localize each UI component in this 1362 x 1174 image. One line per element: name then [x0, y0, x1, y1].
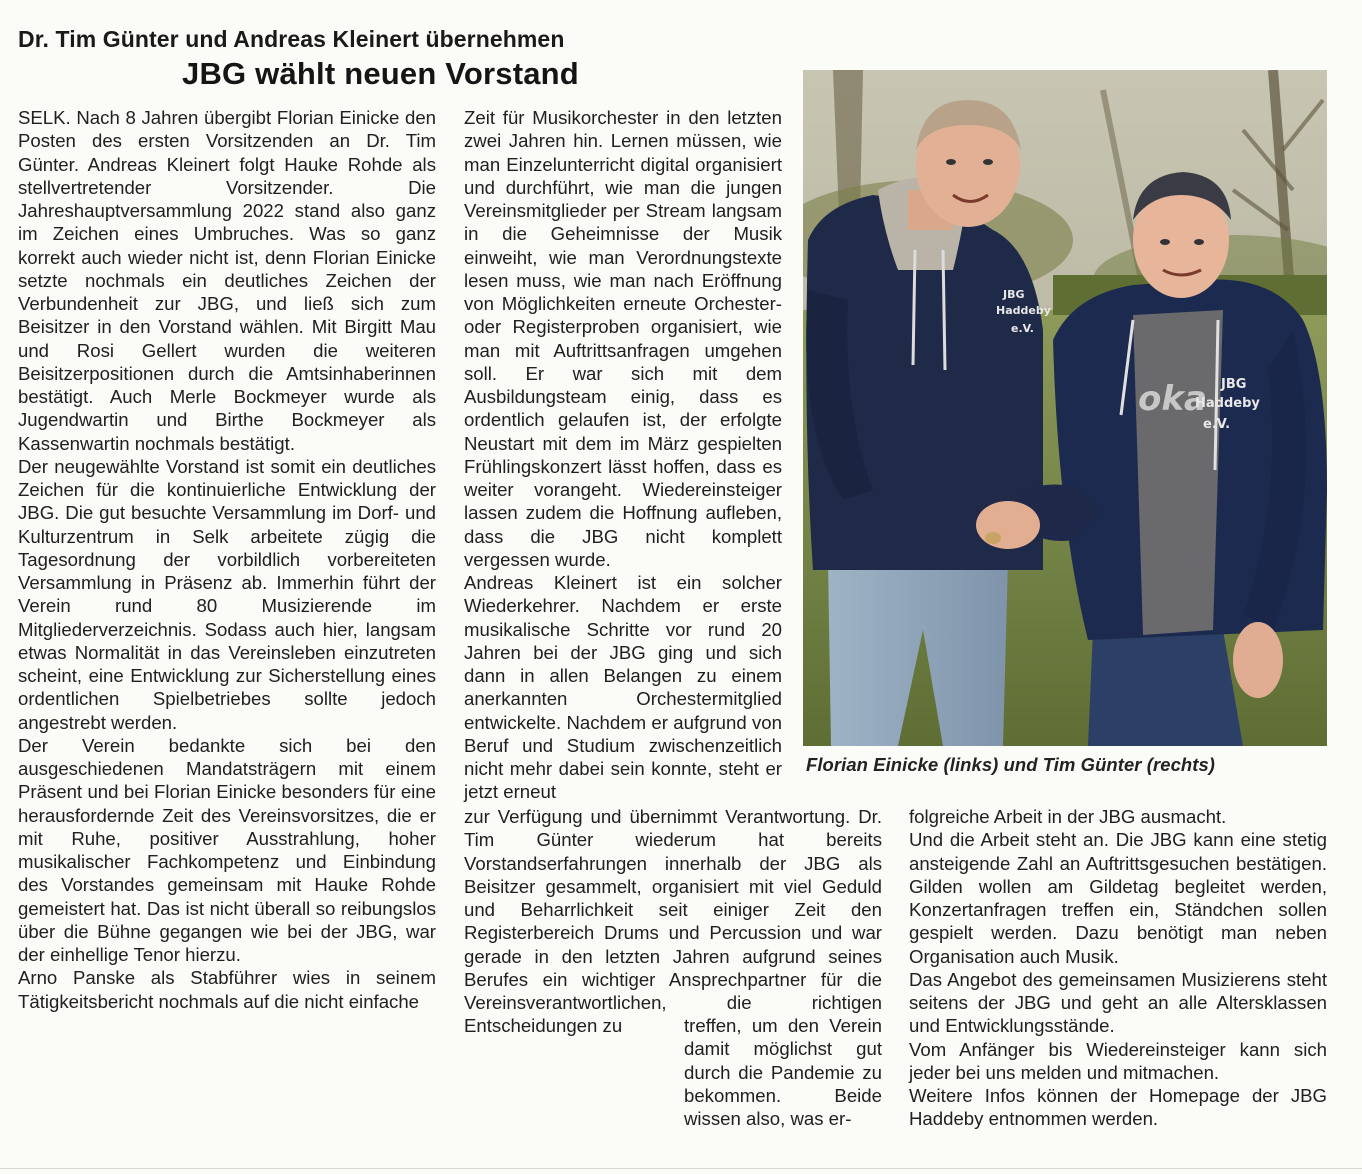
paragraph: Das Angebot des gemeinsamen Musizierens steht seitens der JBG und geht an alle Altersklassen und Entwicklungsstände. — [909, 968, 1327, 1037]
paragraph: Arno Panske als Stabführer wies in seinem Tätigkeitsbericht nochmals auf die nicht einfache — [18, 967, 436, 1012]
photo-caption: Florian Einicke (links) und Tim Günter (rechts) — [806, 754, 1216, 775]
hoodie-right-line-3: e.V. — [1203, 417, 1231, 432]
hoodie-left-line-2: Haddeby — [996, 304, 1051, 317]
paragraph: folgreiche Arbeit in der JBG ausmacht. — [909, 806, 1227, 827]
column-2-narrow — [684, 1014, 882, 1130]
paragraph: Der neugewählte Vorstand ist somit ein deutliches Zeichen für die kontinuierliche Entwicklung der JBG. Die gut besuchte Versammlung im Dorf- und Kulturzentrum in Selk arbeitete zügig die Tagesordnung der vorbildlich vorbereiteten Versammlung in Präsenz ab. Immerhin führt der Verein rund 80 Musizierende im Mitgliederverzeichnis. Sodass auch hier, langsam etwas Normalität in das Vereinsleben einzutreten scheint, eine Entwicklung zur Sicherstellung eines ordentlichen Spielbetriebes sollte jedoch angestrebt werden. — [18, 455, 436, 733]
paragraph: zur Verfügung und übernimmt Verantwortung. Dr. Tim Günter wiederum hat bereits Vorstandserfahrungen innerhalb der JBG als Beisitzer gesammelt, organisiert mit viel Geduld und Beharrlichkeit seit einiger Zeit den Registerbereich Drums und Percussion und war gerade in den letzten Jahren aufgrund seines Berufes ein wichtiger Ansprechpartner für die Vereinsverantwortlichen, die richtigen Entscheidungen zu — [464, 806, 882, 1037]
hoodie-left-line-1: JBG — [1003, 288, 1025, 301]
photo-illustration — [803, 70, 1327, 746]
paragraph: Der Verein bedankte sich bei den ausgeschiedenen Mandatsträgern mit einem Präsent und bei Florian Einicke besonders für eine herausfordernde Zeit des Vereinsvorsitzes, die er mit Ruhe, positiver Ausstrahlung, hoher musikalischer Fachkompetenz und Einbindung des Vorstandes gemeinsam mit Hauke Rohde gemeistert hat. Das ist nicht überall so reibungslos über die Bühne gegangen wie bei der JBG, war der einhellige Tenor hierzu. — [18, 734, 436, 965]
paragraph: Zeit für Musikorchester in den letzten zwei Jahren hin. Lernen müssen, wie man Einzelunterricht digital organisiert und durchführt, wie man die jungen Vereinsmitglieder per Stream langsam in die Geheimnisse der Musik einweiht, wie man Verordnungstexte lesen muss, wie man nach Eröffnung von Möglichkeiten erneute Orchester- oder Registerproben organisiert, wie man mit Auftrittsanfragen umgehen soll. Er war sich mit dem Ausbildungsteam einig, dass es ordentlich gelaufen ist, der erfolgte Neustart mit dem im März gespielten Frühlingskonzert lässt hoffen, dass es weiter vorangeht. Wiedereinsteiger lassen zudem die Hoffnung aufleben, dass die JBG nicht komplett vergessen wurde. — [464, 107, 782, 570]
paragraph: Andreas Kleinert ist ein solcher Wiederkehrer. Nachdem er erste musikalische Schritte vor rund 20 Jahren bei der JBG ging und sich dann in allen Belangen zu einem anerkannten Orchestermitglied entwickelte. Nachdem er aufgrund von Beruf und Studium zwischenzeitlich nicht mehr dabei sein konnte, steht er jetzt erneut — [464, 572, 782, 803]
hoodie-right-line-1: JBG — [1221, 377, 1247, 392]
paragraph: SELK. Nach 8 Jahren übergibt Florian Einicke den Posten des ersten Vorsitzenden an Dr. Tim Günter. Andreas Kleinert folgt Hauke Rohde als stellvertretender Vorsitzender. Die Jahreshauptversammlung 2022 stand also ganz im Zeichen eines Umbruches. Was so ganz korrekt auch wieder nicht ist, denn Florian Einicke setzte nochmals ein deutliches Zeichen der Verbundenheit zur JBG, und ließ sich zum Beisitzer in den Vorstand wählen. Mit Birgitt Mau und Rosi Gellert wurden die weiteren Beisitzerpositionen durch die Amtsinhaberinnen bestätigt. Auch Merle Bockmeyer wurde als Jugendwartin und Birthe Bockmeyer als Kassenwartin nochmals bestätigt. — [18, 107, 436, 454]
column-2 — [464, 106, 782, 804]
paragraph: Weitere Infos können der Homepage der JBG Haddeby entnommen werden. — [909, 1085, 1327, 1130]
column-3 — [909, 805, 1327, 1131]
bottom-divider — [0, 1168, 1362, 1169]
paragraph: treffen, um den Verein damit möglichst gut durch die Pandemie zu bekommen. Beide wissen also, was er- — [684, 1015, 882, 1129]
paragraph: Vom Anfänger bis Wiedereinsteiger kann sich jeder bei uns melden und mitmachen. — [909, 1038, 1327, 1083]
article-kicker: Dr. Tim Günter und Andreas Kleinert übernehmen — [18, 26, 565, 52]
hoodie-left-line-3: e.V. — [1011, 322, 1034, 335]
hoodie-right-line-2: Haddeby — [1195, 396, 1260, 411]
article-headline: JBG wählt neuen Vorstand — [182, 56, 579, 91]
column-1 — [18, 106, 436, 1013]
svg-text:oka: oka — [1138, 379, 1207, 419]
paragraph: Und die Arbeit steht an. Die JBG kann eine stetig ansteigende Zahl an Auftrittsgesuchen bestätigen. Gilden wollen am Gildetag begleitet werden, Konzertanfragen treffen ein, Ständchen sollen gespielt werden. Dazu benötigt man neben Organisation auch Musik. — [909, 829, 1327, 967]
column-2-wide — [464, 805, 882, 1038]
article-photo — [803, 70, 1327, 746]
